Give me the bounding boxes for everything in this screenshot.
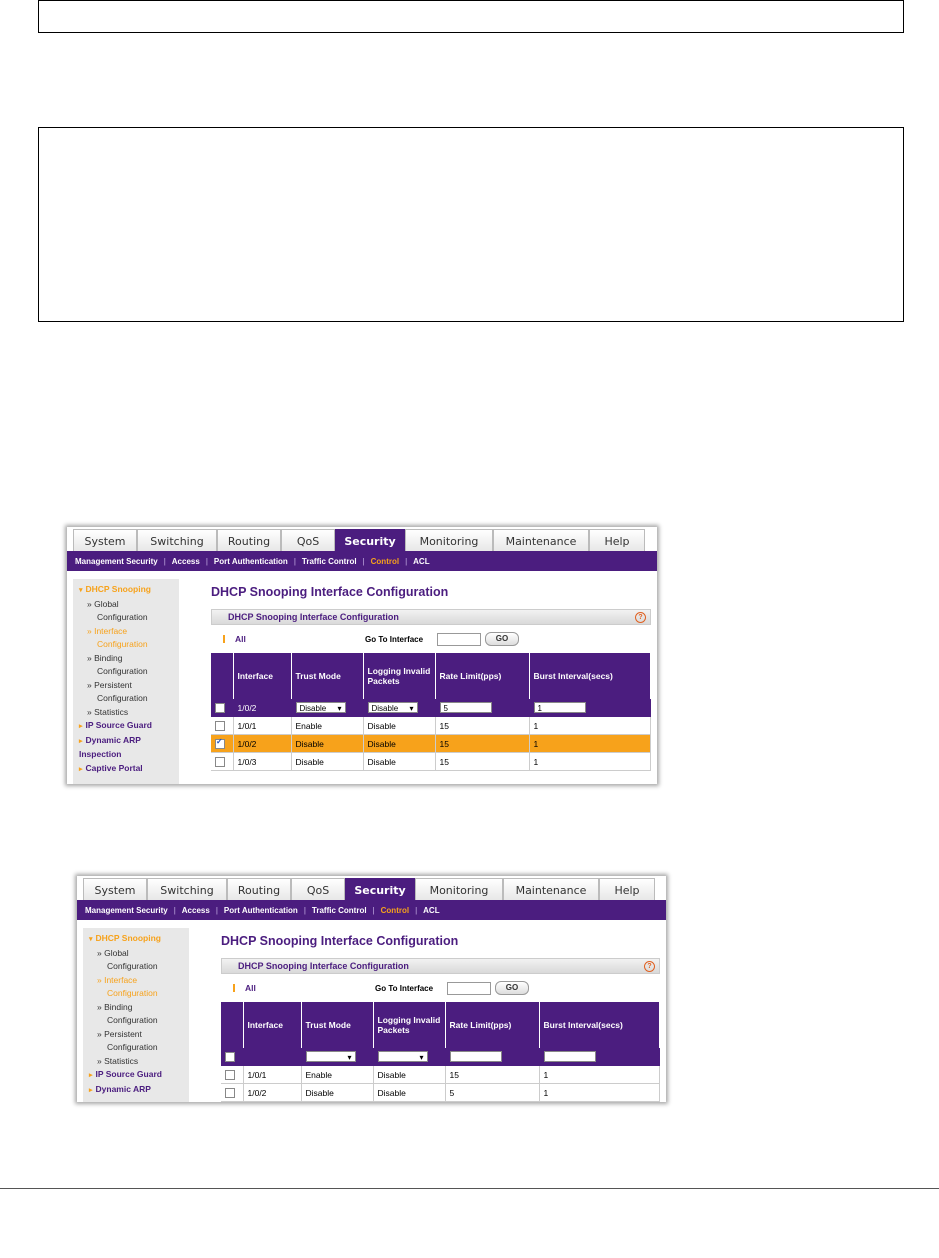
tab-switching[interactable]: Switching	[147, 878, 227, 901]
cell-logging: Disable	[363, 753, 435, 771]
column-header: Logging Invalid Packets	[363, 653, 435, 699]
top-tabs	[67, 527, 657, 552]
subnav-port-authentication[interactable]: Port Authentication	[223, 905, 298, 915]
sidebar-group[interactable]	[79, 762, 179, 777]
row-checkbox[interactable]	[215, 721, 225, 731]
table-header-row	[211, 653, 651, 699]
row-checkbox[interactable]	[215, 757, 225, 767]
edit-row-select-cell	[211, 699, 233, 717]
sidebar-header-dhcp-snooping[interactable]	[79, 583, 179, 598]
column-header: Rate Limit(pps)	[435, 653, 529, 699]
sidebar-item-sub[interactable]: Configuration	[97, 666, 148, 676]
rate-limit-input[interactable]: 5	[440, 702, 492, 713]
top-tabs	[77, 876, 666, 901]
cell-interface: 1/0/1	[243, 1066, 301, 1084]
cell-interface: 1/0/2	[233, 735, 291, 753]
burst-interval-input[interactable]: 1	[534, 702, 586, 713]
column-header: Interface	[233, 653, 291, 699]
sidebar-group[interactable]	[89, 1068, 189, 1083]
row-select-cell	[221, 1066, 243, 1084]
all-link[interactable]: All	[245, 983, 256, 993]
edit-row-checkbox[interactable]	[215, 703, 225, 713]
tab-switching[interactable]: Switching	[137, 529, 217, 552]
cell-trust: Enable	[291, 717, 363, 735]
tab-monitoring[interactable]: Monitoring	[405, 529, 493, 552]
cell-rate: 15	[435, 717, 529, 735]
tab-system[interactable]: System	[83, 878, 147, 901]
subnav-port-authentication[interactable]: Port Authentication	[213, 556, 288, 566]
cell-trust: Enable	[301, 1066, 373, 1084]
column-header: Interface	[243, 1002, 301, 1048]
column-header: Burst Interval(secs)	[529, 653, 651, 699]
sidebar-item[interactable]: » Interface	[87, 625, 128, 636]
sidebar-header-label: DHCP Snooping	[85, 584, 151, 594]
tab-qos[interactable]: QoS	[281, 529, 335, 552]
edit-row-interface: 1/0/2	[233, 699, 291, 717]
edit-row-checkbox[interactable]	[225, 1052, 235, 1062]
sidebar-item[interactable]: » Global	[97, 947, 129, 958]
row-select-cell	[211, 753, 233, 771]
main-content	[187, 579, 651, 784]
tab-security[interactable]: Security	[335, 529, 405, 552]
sidebar-item[interactable]: » Statistics	[97, 1055, 139, 1066]
row-checkbox[interactable]	[225, 1088, 235, 1098]
all-link[interactable]: All	[235, 634, 246, 644]
subnav-separator: |	[173, 905, 176, 915]
subnav-separator: |	[303, 905, 306, 915]
page-title: DHCP Snooping Interface Configuration	[221, 934, 459, 948]
column-header: Logging Invalid Packets	[373, 1002, 445, 1048]
subnav-traffic-control[interactable]: Traffic Control	[311, 905, 367, 915]
cell-burst: 1	[529, 717, 651, 735]
row-checkbox[interactable]	[225, 1070, 235, 1080]
sidebar-item-sub[interactable]: Configuration	[107, 1042, 158, 1052]
column-header: Rate Limit(pps)	[445, 1002, 539, 1048]
config-panel	[221, 958, 660, 1102]
trust-mode-select[interactable]: Disable ▾	[296, 702, 346, 713]
row-checkbox[interactable]	[215, 739, 225, 749]
sidebar-item-sub[interactable]: Configuration	[97, 693, 148, 703]
edit-row-logging-cell	[373, 1048, 445, 1066]
all-marker-icon	[233, 984, 235, 992]
rate-limit-input[interactable]	[450, 1051, 502, 1062]
sidebar-group[interactable]	[89, 1083, 189, 1098]
cell-logging: Disable	[373, 1084, 445, 1102]
table-header-row	[221, 1002, 660, 1048]
cell-burst: 1	[539, 1066, 660, 1084]
sidebar-item[interactable]: » Binding	[97, 1001, 133, 1012]
collapsed-arrow-icon: ▸	[79, 737, 83, 745]
go-button[interactable]: GO	[495, 981, 529, 995]
column-header	[221, 1002, 243, 1048]
cell-trust: Disable	[291, 735, 363, 753]
logging-select[interactable]	[378, 1051, 428, 1062]
cell-logging: Disable	[363, 717, 435, 735]
edit-row-burst-cell	[539, 1048, 660, 1066]
sidebar-item-sub[interactable]: Configuration	[107, 988, 158, 998]
edit-row-rate-cell	[435, 699, 529, 717]
sidebar-header-label: DHCP Snooping	[95, 933, 161, 943]
cell-trust: Disable	[291, 753, 363, 771]
edit-row-trust-cell	[301, 1048, 373, 1066]
screenshot-1	[67, 527, 657, 784]
subnav-separator: |	[372, 905, 375, 915]
subnav-separator: |	[163, 556, 166, 566]
edit-row-logging-cell	[363, 699, 435, 717]
panel-header	[221, 958, 660, 974]
sub-navigation	[67, 551, 657, 571]
column-header: Trust Mode	[291, 653, 363, 699]
subnav-separator: |	[215, 905, 218, 915]
panel-title: DHCP Snooping Interface Configuration	[228, 612, 399, 622]
cell-logging: Disable	[373, 1066, 445, 1084]
cell-logging: Disable	[363, 735, 435, 753]
tab-maintenance[interactable]: Maintenance	[503, 878, 599, 901]
cell-rate: 5	[445, 1084, 539, 1102]
sidebar-item-sub[interactable]: Configuration	[107, 1015, 158, 1025]
cell-interface: 1/0/1	[233, 717, 291, 735]
sidebar-group-label: IP Source Guard	[85, 720, 152, 730]
row-select-cell	[211, 735, 233, 753]
subnav-separator: |	[405, 556, 408, 566]
help-icon[interactable]: ?	[635, 612, 646, 623]
column-header: Trust Mode	[301, 1002, 373, 1048]
sidebar-item[interactable]: » Global	[87, 598, 119, 609]
interface-table	[221, 1002, 660, 1102]
subnav-separator: |	[362, 556, 365, 566]
logging-select[interactable]: Disable ▾	[368, 702, 418, 713]
sidebar-item[interactable]: » Interface	[97, 974, 138, 985]
column-header	[211, 653, 233, 699]
edit-row-select-cell	[221, 1048, 243, 1066]
footer-rule	[0, 1188, 939, 1189]
top-note-box	[38, 0, 904, 33]
goto-interface-label: Go To Interface	[365, 634, 424, 644]
goto-interface-input[interactable]	[437, 633, 481, 646]
sub-navigation	[77, 900, 666, 920]
sidebar-group-label: Dynamic ARP	[85, 734, 141, 745]
sidebar-item-sub[interactable]: Configuration	[107, 961, 158, 971]
edit-row-rate-cell	[445, 1048, 539, 1066]
cell-rate: 15	[445, 1066, 539, 1084]
edit-row	[211, 699, 651, 717]
sidebar	[73, 579, 179, 784]
sidebar-group[interactable]	[79, 734, 179, 749]
cell-trust: Disable	[301, 1084, 373, 1102]
sidebar-group-label: Dynamic ARP	[95, 1083, 151, 1094]
edit-row-interface	[243, 1048, 301, 1066]
subnav-access[interactable]: Access	[181, 905, 210, 915]
trust-mode-select[interactable]	[306, 1051, 356, 1062]
collapsed-arrow-icon: ▸	[89, 1086, 93, 1094]
panel-header	[211, 609, 651, 625]
sidebar-item[interactable]: » Persistent	[87, 679, 132, 690]
column-header: Burst Interval(secs)	[539, 1002, 660, 1048]
collapsed-arrow-icon: ▸	[89, 1072, 93, 1079]
subnav-separator: |	[293, 556, 296, 566]
edit-row-burst-cell	[529, 699, 651, 717]
subnav-acl[interactable]: ACL	[413, 556, 430, 566]
tab-qos[interactable]: QoS	[291, 878, 345, 901]
expand-arrow-icon: ▾	[79, 587, 83, 594]
subnav-acl[interactable]: ACL	[423, 905, 440, 915]
tab-system[interactable]: System	[73, 529, 137, 552]
tab-help[interactable]: Help	[599, 878, 655, 901]
table-row[interactable]	[211, 753, 651, 771]
sidebar-item[interactable]: » Binding	[87, 652, 123, 663]
all-row	[211, 625, 651, 653]
page-title: DHCP Snooping Interface Configuration	[211, 585, 449, 599]
cell-rate: 15	[435, 753, 529, 771]
config-panel	[211, 609, 651, 784]
edit-row-trust-cell	[291, 699, 363, 717]
all-row	[221, 974, 660, 1002]
interface-table	[211, 653, 651, 771]
subnav-access[interactable]: Access	[171, 556, 200, 566]
sidebar	[83, 928, 189, 1102]
panel-title: DHCP Snooping Interface Configuration	[238, 961, 409, 971]
goto-interface-input[interactable]	[447, 982, 491, 995]
tab-security[interactable]: Security	[345, 878, 415, 901]
sidebar-group-label: IP Source Guard	[95, 1069, 162, 1079]
cell-burst: 1	[539, 1084, 660, 1102]
sidebar-group[interactable]	[79, 719, 179, 734]
row-select-cell	[221, 1084, 243, 1102]
table-row[interactable]	[211, 717, 651, 735]
subnav-separator: |	[205, 556, 208, 566]
go-button[interactable]: GO	[485, 632, 519, 646]
main-content	[197, 928, 660, 1102]
subnav-management-security[interactable]: Management Security	[85, 905, 168, 915]
cell-interface: 1/0/3	[233, 753, 291, 771]
tab-help[interactable]: Help	[589, 529, 645, 552]
all-marker-icon	[223, 635, 225, 643]
edit-row	[221, 1048, 660, 1066]
help-icon[interactable]: ?	[644, 961, 655, 972]
tab-maintenance[interactable]: Maintenance	[493, 529, 589, 552]
cell-burst: 1	[529, 735, 651, 753]
subnav-control[interactable]: Control	[370, 556, 400, 566]
collapsed-arrow-icon: ▸	[79, 765, 83, 773]
sidebar-item[interactable]: » Persistent	[97, 1028, 142, 1039]
sidebar-group-label: Captive Portal	[85, 762, 143, 773]
cell-burst: 1	[529, 753, 651, 771]
subnav-control[interactable]: Control	[380, 905, 410, 915]
row-select-cell	[211, 717, 233, 735]
burst-interval-input[interactable]	[544, 1051, 596, 1062]
cell-interface: 1/0/2	[243, 1084, 301, 1102]
table-row[interactable]	[211, 735, 651, 753]
goto-interface-label: Go To Interface	[375, 983, 434, 993]
sidebar-group-label: Inspection	[79, 749, 122, 759]
subnav-separator: |	[415, 905, 418, 915]
screenshot-2	[77, 876, 666, 1102]
sidebar-group[interactable]	[79, 748, 179, 762]
tab-routing[interactable]: Routing	[227, 878, 291, 901]
subnav-management-security[interactable]: Management Security	[75, 556, 158, 566]
sidebar-item-sub[interactable]: Configuration	[97, 639, 148, 649]
subnav-traffic-control[interactable]: Traffic Control	[301, 556, 357, 566]
table-row[interactable]	[221, 1084, 660, 1102]
tab-monitoring[interactable]: Monitoring	[415, 878, 503, 901]
sidebar-header-dhcp-snooping[interactable]	[89, 932, 189, 947]
cell-rate: 15	[435, 735, 529, 753]
sidebar-item[interactable]: » Statistics	[87, 706, 129, 717]
expand-arrow-icon: ▾	[89, 936, 93, 943]
cli-output-box	[38, 127, 904, 322]
sidebar-item-sub[interactable]: Configuration	[97, 612, 148, 622]
tab-routing[interactable]: Routing	[217, 529, 281, 552]
collapsed-arrow-icon: ▸	[79, 723, 83, 730]
table-row[interactable]	[221, 1066, 660, 1084]
